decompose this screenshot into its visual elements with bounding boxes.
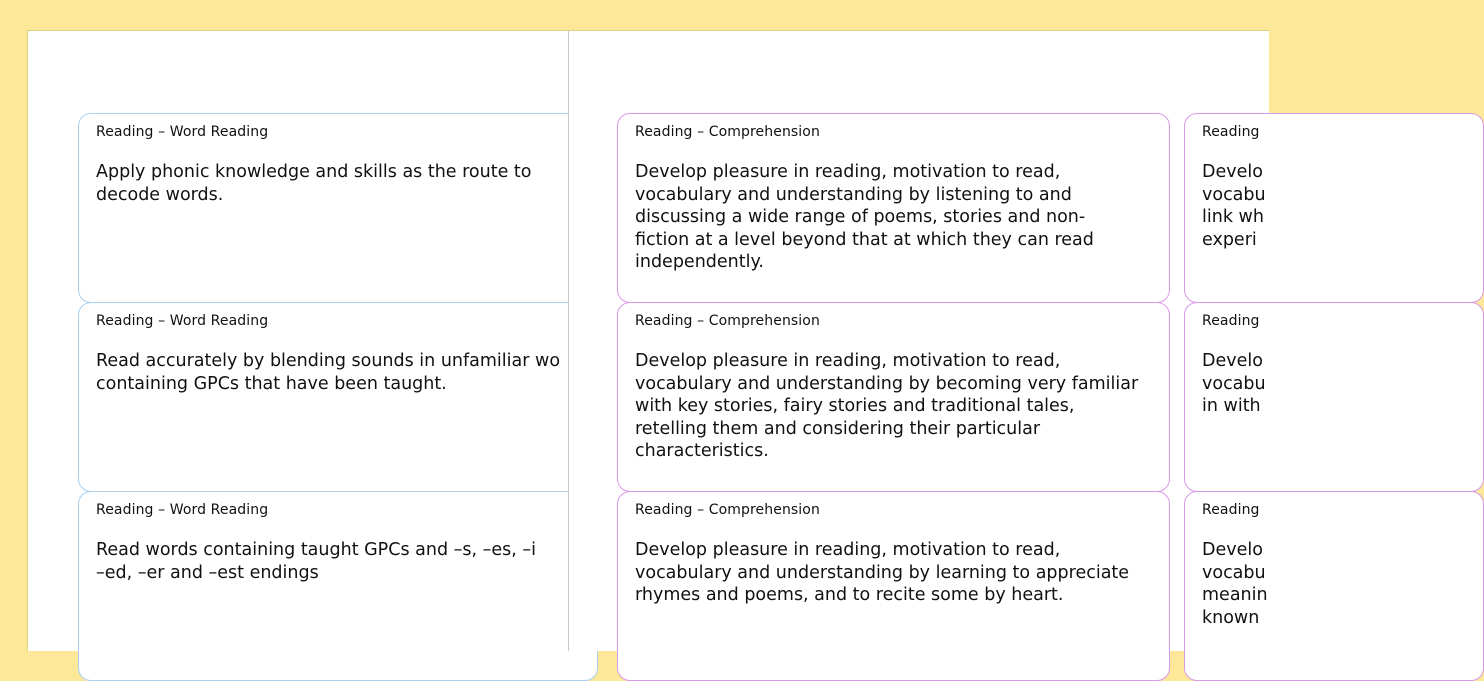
card-text-line: Develo xyxy=(1202,540,1263,560)
card-text xyxy=(96,350,560,395)
card-text-line: Apply phonic knowledge and skills as the route to xyxy=(96,162,532,182)
card-text-line: link wh xyxy=(1202,207,1264,227)
card-text-line: Develop pleasure in reading, motivation to read, xyxy=(635,540,1061,560)
card-text-line: Read words containing taught GPCs and –s, –es, –i xyxy=(96,540,536,560)
card-text-line: fiction at a level beyond that at which they can read xyxy=(635,229,1094,250)
card-text-line: vocabu xyxy=(1202,184,1266,205)
card-text-line: Develop pleasure in reading, motivation to read, xyxy=(635,162,1061,182)
comprehension-card-partial xyxy=(1184,491,1484,681)
card-text xyxy=(635,350,1138,463)
card-text-line: meanin xyxy=(1202,585,1268,605)
word-reading-card xyxy=(78,113,598,303)
comprehension-card-partial xyxy=(1184,113,1484,303)
card-text-line: vocabulary and understanding by becoming very familiar xyxy=(635,373,1139,394)
card-text xyxy=(1202,161,1266,251)
card-label: Reading – Comprehension xyxy=(635,124,820,140)
card-text-line: known xyxy=(1202,607,1260,628)
card-text-line: retelling them and considering their particular xyxy=(635,418,1041,439)
card-label: Reading – Word Reading xyxy=(96,124,269,140)
card-text-line: with key stories, fairy stories and traditional tales, xyxy=(635,396,1075,416)
card-text-line: in with xyxy=(1202,396,1261,416)
comprehension-card-partial xyxy=(1184,302,1484,492)
card-text-line: Develop pleasure in reading, motivation to read, xyxy=(635,351,1061,371)
card-text xyxy=(1202,350,1266,418)
card-text xyxy=(96,539,536,584)
card-label: Reading – Comprehension xyxy=(635,313,820,329)
card-label: Reading – Word Reading xyxy=(96,502,269,518)
comprehension-card xyxy=(617,491,1170,681)
card-label: Reading – Word Reading xyxy=(96,313,269,329)
card-label: Reading xyxy=(1202,313,1260,329)
card-text-line: vocabulary and understanding by listening to and xyxy=(635,184,1072,205)
card-text-line: Develo xyxy=(1202,351,1263,371)
card-text xyxy=(1202,539,1268,629)
card-text xyxy=(635,539,1129,607)
card-text-line: –ed, –er and –est endings xyxy=(96,562,319,583)
card-text xyxy=(635,161,1094,274)
card-text-line: Develo xyxy=(1202,162,1263,182)
card-text-line: experi xyxy=(1202,229,1257,250)
left-sheet xyxy=(27,30,569,651)
comprehension-card xyxy=(617,113,1170,303)
right-sheet xyxy=(568,30,1269,651)
card-text-line: vocabulary and understanding by learning to appreciate xyxy=(635,562,1130,583)
card-text-line: decode words. xyxy=(96,184,224,205)
word-reading-card xyxy=(78,302,598,492)
card-label: Reading xyxy=(1202,124,1260,140)
card-text-line: rhymes and poems, and to recite some by heart. xyxy=(635,585,1064,605)
word-reading-card xyxy=(78,491,598,681)
card-text-line: independently. xyxy=(635,252,764,272)
card-text-line: containing GPCs that have been taught. xyxy=(96,373,447,394)
card-text xyxy=(96,161,532,206)
card-text-line: vocabu xyxy=(1202,562,1266,583)
card-text-line: vocabu xyxy=(1202,373,1266,394)
card-text-line: discussing a wide range of poems, stories and non- xyxy=(635,207,1086,227)
card-label: Reading – Comprehension xyxy=(635,502,820,518)
card-label: Reading xyxy=(1202,502,1260,518)
card-text-line: Read accurately by blending sounds in unfamiliar wo xyxy=(96,351,561,371)
card-text-line: characteristics. xyxy=(635,441,769,461)
comprehension-card xyxy=(617,302,1170,492)
